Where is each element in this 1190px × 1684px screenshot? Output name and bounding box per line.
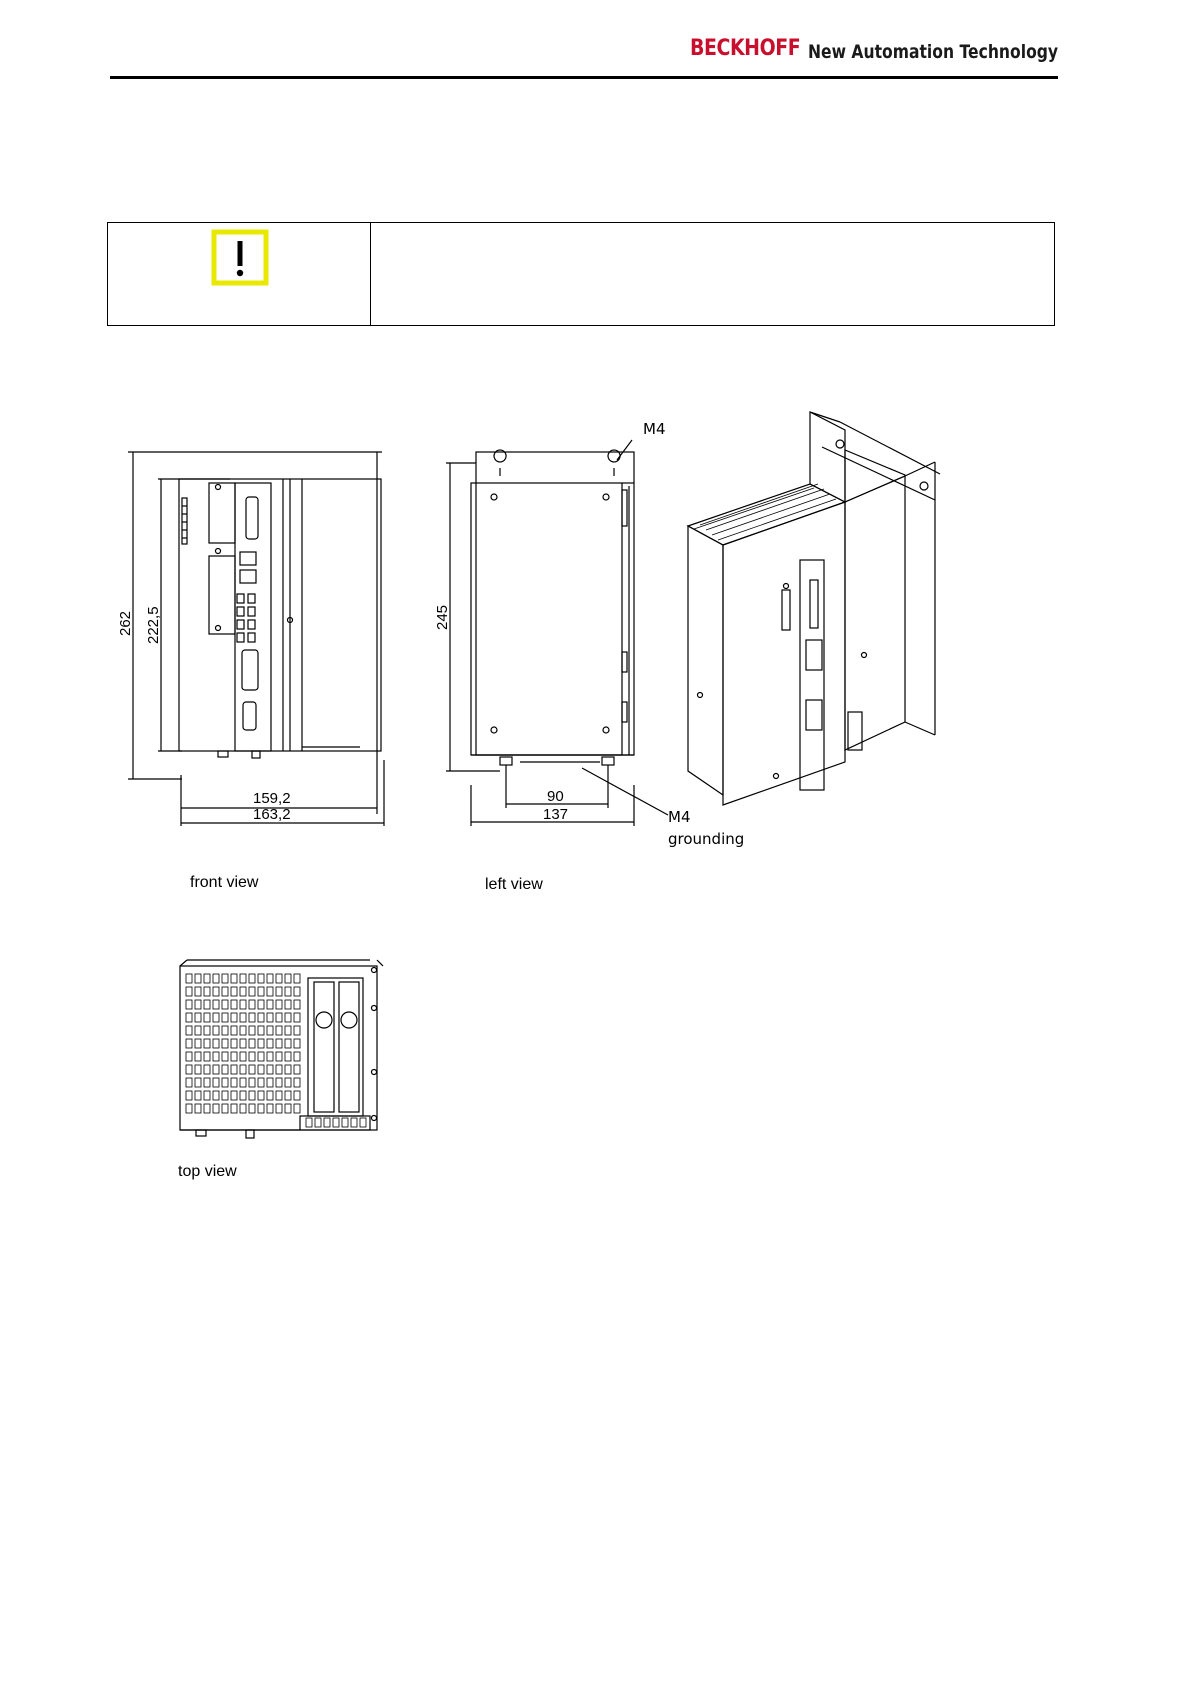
grounding-label: grounding xyxy=(668,830,745,848)
front-height-outer: 262 xyxy=(117,610,134,636)
front-view-drawing xyxy=(128,452,384,826)
mount-hole-label: M4 xyxy=(643,420,666,438)
ground-screw-label: M4 xyxy=(668,808,691,826)
front-width-outer: 163,2 xyxy=(253,806,291,823)
front-height-inner: 222,5 xyxy=(145,606,162,644)
left-width: 137 xyxy=(543,806,569,823)
brand-tagline: New Automation Technology xyxy=(808,41,1059,63)
left-view-caption: left view xyxy=(485,876,543,893)
front-width-inner: 159,2 xyxy=(253,790,291,807)
isometric-view-drawing xyxy=(688,412,940,805)
left-view-drawing xyxy=(446,440,668,826)
left-mount-spacing: 90 xyxy=(547,788,564,805)
brand-logo: BECKHOFF xyxy=(690,36,801,61)
left-height: 245 xyxy=(434,604,451,630)
front-view-caption: front view xyxy=(190,874,259,891)
top-view-caption: top view xyxy=(178,1163,237,1180)
